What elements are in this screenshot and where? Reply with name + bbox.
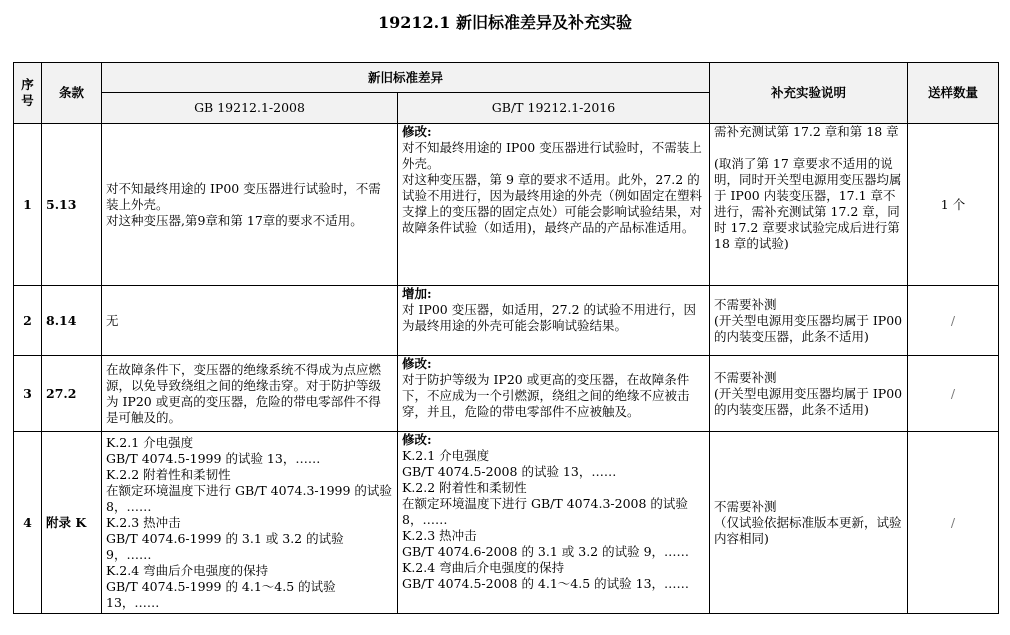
cell-old-std: [102, 286, 398, 356]
cell-supplement: [710, 286, 908, 356]
cell-new-std: [398, 286, 710, 356]
cell-line: (取消了第 17 章要求不适用的说明，同时开关型电源用变压器均属于 IP00 内装变压器，17.1 章不进行，需补充测试第 17.2 章，同时 17.2 章要求试验完成后进行第 18 章的试验): [714, 156, 902, 251]
cell-line: GB/T 4074.5-2008 的试验 13，……: [402, 464, 617, 479]
cell-line: 不需要补测: [714, 498, 777, 514]
cell-new-std: [398, 356, 710, 432]
cell-clause: 8.14: [42, 286, 102, 356]
cell-line: K.2.1 介电强度: [106, 434, 194, 450]
cell-line: 对不知最终用途的 IP00 变压器进行试验时，不需装上外壳。: [106, 180, 381, 212]
cell-qty: 1 个: [908, 124, 999, 286]
cell-clause: 27.2: [42, 356, 102, 432]
cell-line: 需补充测试第 17.2 章和第 18 章: [714, 124, 899, 139]
cell-line: 修改:: [402, 124, 432, 139]
cell-line: (开关型电源用变压器均属于 IP00 的内装变压器，此条不适用): [714, 312, 903, 344]
cell-old-std: [102, 432, 398, 614]
header-old-std: GB 19212.1-2008: [102, 93, 398, 124]
cell-line: K.2.4 弯曲后介电强度的保持: [402, 560, 565, 575]
cell-line: GB/T 4074.5-2008 的 4.1～4.5 的试验 13，……: [402, 576, 690, 591]
cell-line: 对 IP00 变压器，如适用，27.2 的试验不用进行，因为最终用途的外壳可能会影响试验结果。: [402, 302, 697, 333]
cell-line: 增加:: [402, 286, 432, 301]
cell-old-std: [102, 124, 398, 286]
cell-seq: 1: [14, 124, 42, 286]
cell-new-std: [398, 124, 710, 286]
cell-line: K.2.2 附着性和柔韧性: [402, 480, 527, 495]
cell-line: (开关型电源用变压器均属于 IP00 的内装变压器，此条不适用): [714, 385, 903, 417]
table-row: [14, 124, 999, 286]
page-title: 19212.1 新旧标准差异及补充实验: [378, 13, 632, 32]
cell-line: 在额定环境温度下进行 GB/T 4074.3-1999 的试验 8，……: [106, 482, 392, 514]
cell-supplement: [710, 124, 908, 286]
diff-table: [13, 62, 999, 614]
cell-line: K.2.3 热冲击: [106, 514, 181, 530]
cell-line: 不需要补测: [714, 296, 777, 312]
cell-qty: /: [908, 286, 999, 356]
cell-line: 对这种变压器，第 9 章的要求不适用。此外，27.2 的试验不用进行，因为最终用途的外壳（例如固定在塑料支撑上的变压器的固定点处）可能会影响试验结果，对故障条件试验（如适用)，最终产品的产品标准适用。: [402, 172, 703, 235]
cell-line: 对不知最终用途的 IP00 变压器进行试验时，不需装上外壳。: [402, 140, 702, 171]
cell-line: 在额定环境温度下进行 GB/T 4074.3-2008 的试验 8，……: [402, 496, 688, 527]
cell-line: 修改:: [402, 356, 432, 371]
cell-line: K.2.1 介电强度: [402, 448, 490, 463]
cell-supplement: [710, 432, 908, 614]
cell-line: 无: [106, 312, 119, 328]
cell-line: 在故障条件下，变压器的绝缘系统不得成为点应燃源，以免导致绕组之间的绝缘击穿。对于防护等级为 IP20 或更高的变压器，危险的带电零部件不得是可触及的。: [106, 361, 382, 425]
cell-line: GB/T 4074.5-1999 的试验 13，……: [106, 450, 321, 466]
table-row: [14, 432, 999, 614]
cell-line: [714, 140, 903, 156]
cell-line: K.2.2 附着性和柔韧性: [106, 466, 231, 482]
table-row: [14, 356, 999, 432]
header-new-std: GB/T 19212.1-2016: [398, 93, 710, 124]
cell-qty: /: [908, 432, 999, 614]
header-clause: 条款: [42, 63, 102, 124]
cell-old-std: [102, 356, 398, 432]
cell-line: 对这种变压器,第9章和第 17章的要求不适用。: [106, 212, 363, 228]
cell-line: GB/T 4074.6-2008 的 3.1 或 3.2 的试验 9，……: [402, 544, 690, 559]
cell-clause: 5.13: [42, 124, 102, 286]
cell-clause: 附录 K: [42, 432, 102, 614]
cell-supplement: [710, 356, 908, 432]
cell-line: GB/T 4074.5-1999 的 4.1～4.5 的试验 13，……: [106, 578, 336, 610]
header-qty: 送样数量: [908, 63, 999, 124]
table-row: [14, 286, 999, 356]
cell-line: 修改:: [402, 432, 432, 447]
cell-line: K.2.4 弯曲后介电强度的保持: [106, 562, 269, 578]
cell-seq: 4: [14, 432, 42, 614]
header-diff: 新旧标准差异: [102, 63, 710, 93]
cell-line: （仅试验依据标准版本更新，试验内容相同): [714, 514, 902, 546]
cell-line: 不需要补测: [714, 369, 777, 385]
cell-line: K.2.3 热冲击: [402, 528, 477, 543]
cell-line: 对于防护等级为 IP20 或更高的变压器，在故障条件下，不应成为一个引燃源，绕组之间的绝缘不应被击穿，并且，危险的带电零部件不应被触及。: [402, 372, 690, 419]
cell-seq: 3: [14, 356, 42, 432]
cell-qty: /: [908, 356, 999, 432]
header-seq: 序号: [14, 63, 42, 124]
cell-new-std: [398, 432, 710, 614]
cell-seq: 2: [14, 286, 42, 356]
cell-line: GB/T 4074.6-1999 的 3.1 或 3.2 的试验 9，……: [106, 530, 344, 562]
header-supplement: 补充实验说明: [710, 63, 908, 124]
